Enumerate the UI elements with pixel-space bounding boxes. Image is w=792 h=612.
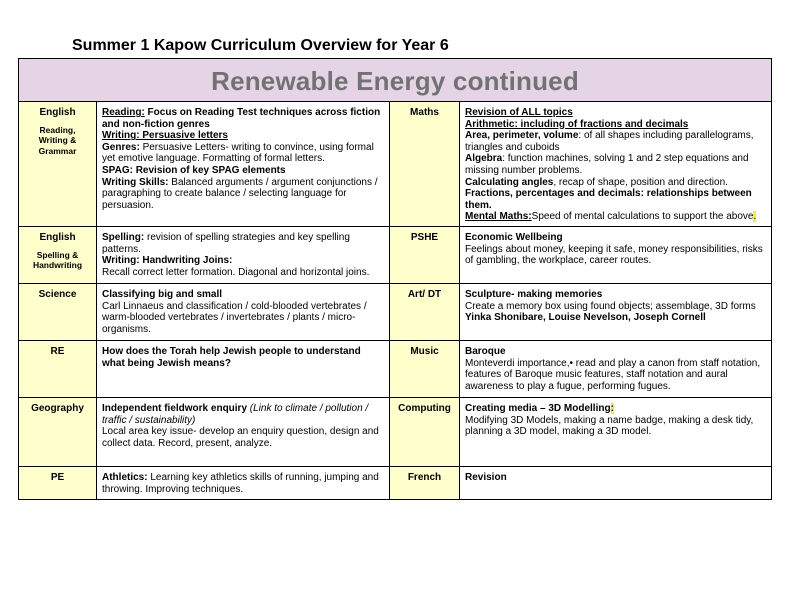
content-cell-english-spelling: Spelling: revision of spelling strategies and key spelling patterns. Writing: Handwriting Joins: Recall correct letter formation. Diagonal and horizontal joins. [97,226,390,283]
content-cell-pshe: Economic Wellbeing Feelings about money, keeping it safe, money responsibilities, risks of gambling, the workplace, career routes. [460,226,772,283]
subject-name: English [39,107,76,118]
topic-banner [19,59,772,102]
subject-name: Computing [398,402,451,414]
subject-cell-pe [19,466,97,499]
table-row [19,226,772,283]
subject-name: Maths [410,107,439,118]
subject-name: Art/ DT [407,288,442,300]
subject-name: English [39,231,76,243]
subject-cell-pshe [390,226,460,283]
content-cell-geography: Independent fieldwork enquiry (Link to climate / pollution / traffic / sustainability) Local area key issue- develop an enquiry question, design and collect data. Record, present, analyze. [97,397,390,466]
content-cell-art-dt: Sculpture- making memories Create a memory box using found objects; assemblage, 3D forms Yinka Shonibare, Louise Nevelson, Joseph Cornell [460,283,772,340]
subject-name: Geography [31,402,84,414]
subject-name: PSHE [410,231,439,243]
subject-cell-art-dt [390,283,460,340]
content-cell-re: How does the Torah help Jewish people to understand what being Jewish means? [97,340,390,397]
table-row [19,283,772,340]
table-row [19,340,772,397]
subject-cell-science [19,283,97,340]
subject-name: PE [50,471,65,483]
subject-cell-french [390,466,460,499]
subject-cell-english-spelling [19,226,97,283]
table-row [19,466,772,499]
subject-cell-re [19,340,97,397]
subject-name: RE [50,345,65,357]
content-cell-science: Classifying big and small Carl Linnaeus and classification / cold-blooded vertebrates / warm-blooded vertebrates / invertebrates / plants / micro-organisms. [97,283,390,340]
content-cell-pe: Athletics: Learning key athletics skills of running, jumping and throwing. Improving techniques. [97,466,390,499]
subject-name: Music [410,345,439,357]
subject-subtitle: Reading, Writing & Grammar [38,124,77,156]
table-row [19,102,772,227]
content-cell-maths: Revision of ALL topics Arithmetic: including of fractions and decimals Area, perimeter, volume: of all shapes including parallelograms, triangles and cuboids Algebra: function machines, solving 1 and 2 step equations and missing number problems. Calculating angles, recap of shape, position and direction. Fractions, percentages and decimals: relationships between them. Mental Maths:Speed of mental calculations to support the above. [460,102,772,227]
subject-name: Science [38,288,77,300]
subject-cell-music [390,340,460,397]
subject-subtitle: Spelling & Handwriting [32,249,83,271]
content-cell-music: Baroque Monteverdi importance,• read and play a canon from staff notation, features of Baroque music features, staff notation and aural awareness to play a fugue, performing fugues. [460,340,772,397]
subject-name: French [407,471,442,483]
content-cell-computing: Creating media – 3D Modelling: Modifying 3D Models, making a name badge, making a desk tidy, planning a 3D model, making a 3D model. [460,397,772,466]
content-cell-french: Revision [460,466,772,499]
subject-cell-computing [390,397,460,466]
subject-cell-geography [19,397,97,466]
page-title: Summer 1 Kapow Curriculum Overview for Year 6 [72,37,449,54]
topic-title: Renewable Energy continued [211,66,579,96]
subject-cell-maths [390,102,460,227]
subject-cell-english-reading [19,102,97,227]
table-row [19,397,772,466]
curriculum-table [18,58,772,500]
content-cell-english-reading: Reading: Focus on Reading Test techniques across fiction and non-fiction genres Writing: Persuasive letters Genres: Persuasive Letters- writing to convince, using formal yet emotive language. Formatting of formal letters. SPAG: Revision of key SPAG elements Writing Skills: Balanced arguments / argument conjunctions / paragraphing to create balance / selecting language for persuasion. [97,102,390,227]
